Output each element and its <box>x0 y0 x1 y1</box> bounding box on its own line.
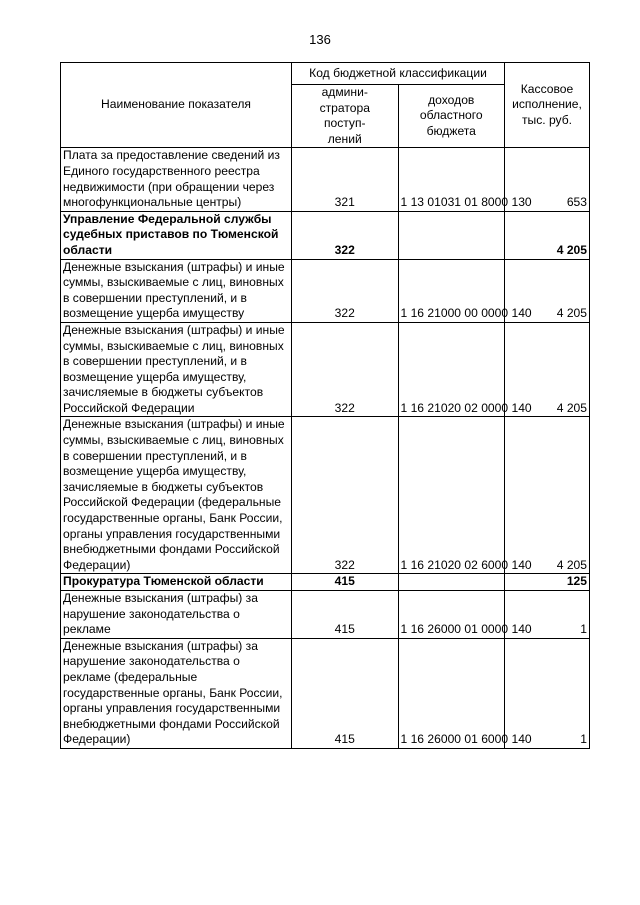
row-admin: 322 <box>292 322 399 417</box>
row-code: 1 16 21020 02 6000 140 <box>398 417 505 574</box>
row-name: Прокуратура Тюменской области <box>61 574 292 591</box>
row-code: 1 16 26000 01 0000 140 <box>398 591 505 639</box>
row-code <box>398 211 505 259</box>
row-name: Денежные взыскания (штрафы) за нарушение законодательства о рекламе <box>61 591 292 639</box>
row-value: 4 205 <box>505 417 590 574</box>
row-name: Денежные взыскания (штрафы) и иные суммы, взыскиваемые с лиц, виновных в совершении преступлений, и в возмещение ущерба имуществу <box>61 259 292 322</box>
row-value: 4 205 <box>505 259 590 322</box>
row-admin: 322 <box>292 417 399 574</box>
header-execution <box>505 63 590 148</box>
row-value: 653 <box>505 148 590 211</box>
row-code: 1 16 26000 01 6000 140 <box>398 638 505 748</box>
row-admin: 415 <box>292 638 399 748</box>
table-row-bold <box>61 574 590 591</box>
header-execution-label: Кассовое исполнение, тыс. руб. <box>512 81 582 127</box>
row-value: 1 <box>505 638 590 748</box>
table-row-bold <box>61 211 590 259</box>
row-admin: 321 <box>292 148 399 211</box>
row-admin: 322 <box>292 211 399 259</box>
table-header <box>61 63 590 148</box>
row-code: 1 16 21000 00 0000 140 <box>398 259 505 322</box>
page-number: 136 <box>309 32 331 47</box>
row-name: Денежные взыскания (штрафы) и иные суммы, взыскиваемые с лиц, виновных в совершении преступлений, и в возмещение ущерба имуществу, зачисляемые в бюджеты субъектов Российской Федерации (федеральные государственные органы, Банк России, органы управления государственными внебюджетными фондами Российской Федерации) <box>61 417 292 574</box>
row-code: 1 16 21020 02 0000 140 <box>398 322 505 417</box>
header-admin <box>292 85 399 148</box>
row-code <box>398 574 505 591</box>
row-admin: 322 <box>292 259 399 322</box>
row-name: Плата за предоставление сведений из Единого государственного реестра недвижимости (при обращении через многофункциональные центры) <box>61 148 292 211</box>
header-admin-label: админи- стратора поступ- лений <box>319 85 370 146</box>
row-value: 4 205 <box>505 211 590 259</box>
table-row <box>61 259 590 322</box>
row-name: Управление Федеральной службы судебных приставов по Тюменской области <box>61 211 292 259</box>
table-row <box>61 148 590 211</box>
header-name: Наименование показателя <box>61 63 292 148</box>
header-budget-code-group: Код бюджетной классификации <box>292 63 505 85</box>
header-income <box>398 85 505 148</box>
row-value: 125 <box>505 574 590 591</box>
table-row <box>61 591 590 639</box>
row-value: 4 205 <box>505 322 590 417</box>
table-body <box>61 148 590 749</box>
row-name: Денежные взыскания (штрафы) за нарушение законодательства о рекламе (федеральные государственные органы, Банк России, органы управления государственными внебюджетными фондами Российской Федерации) <box>61 638 292 748</box>
table-row <box>61 638 590 748</box>
row-admin: 415 <box>292 574 399 591</box>
budget-table <box>60 62 590 749</box>
table-row <box>61 322 590 417</box>
row-name: Денежные взыскания (штрафы) и иные суммы, взыскиваемые с лиц, виновных в совершении преступлений, и в возмещение ущерба имуществу, зачисляемые в бюджеты субъектов Российской Федерации <box>61 322 292 417</box>
row-admin: 415 <box>292 591 399 639</box>
row-value: 1 <box>505 591 590 639</box>
header-income-label: доходов областного бюджета <box>419 92 483 138</box>
table-row <box>61 417 590 574</box>
row-code: 1 13 01031 01 8000 130 <box>398 148 505 211</box>
